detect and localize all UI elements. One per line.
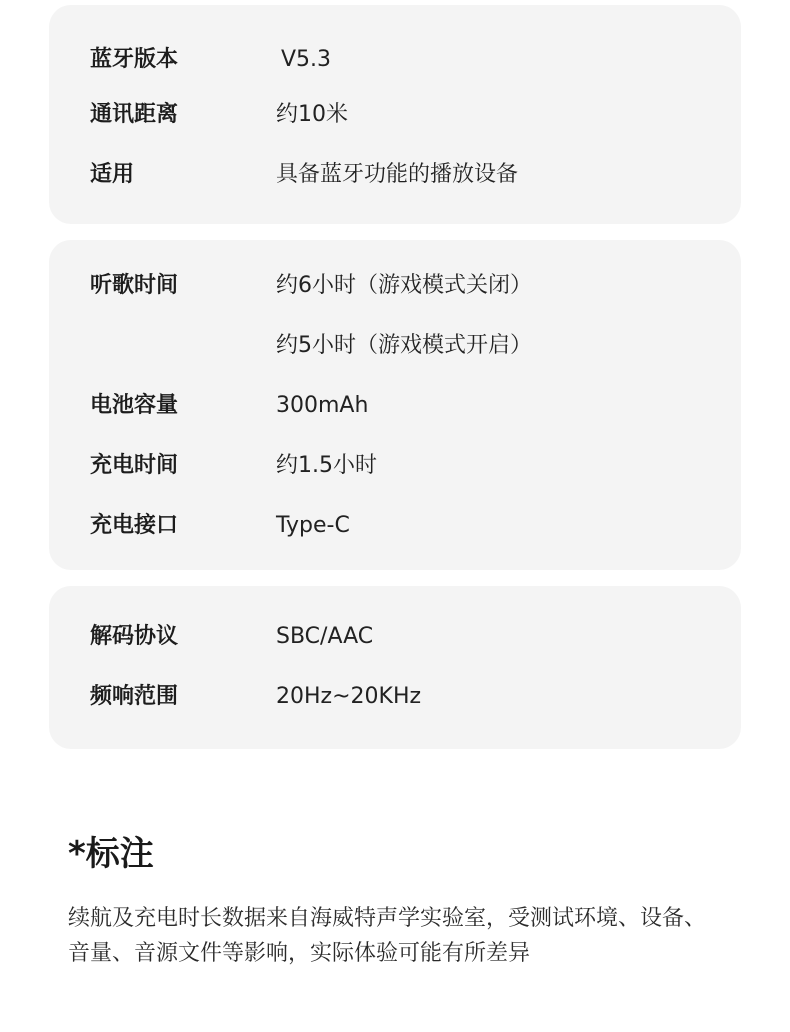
note-text-line: 续航及充电时长数据来自海威特声学实验室，受测试环境、设备、 [68,906,707,931]
spec-label: 蓝牙版本 [90,47,179,72]
spec-label: 通讯距离 [90,102,179,127]
spec-value: 约10米 [276,102,348,127]
spec-row-playtime-game-mode [49,331,741,361]
spec-label: 充电时间 [90,453,179,478]
spec-card-bluetooth [49,5,741,224]
spec-value: 20Hz~20KHz [276,684,422,709]
spec-value: 约6小时（游戏模式关闭） [276,273,532,298]
spec-value: 约5小时（游戏模式开启） [276,333,532,358]
spec-row-compatibility [49,160,741,190]
spec-value: SBC/AAC [276,624,374,649]
spec-label: 电池容量 [90,393,179,418]
spec-label: 适用 [90,162,135,187]
spec-label: 频响范围 [90,684,179,709]
spec-row-charge-port [49,511,741,541]
spec-row-charge-time [49,451,741,481]
spec-row-codec [49,622,741,652]
spec-value: 300mAh [276,393,369,418]
spec-card-audio [49,586,741,749]
spec-value: V5.3 [281,47,332,72]
spec-row-bluetooth-version [49,45,741,75]
spec-label: 充电接口 [90,513,179,538]
spec-row-playtime [49,271,741,301]
spec-value: 约1.5小时 [276,453,377,478]
spec-row-range [49,100,741,130]
spec-value: Type-C [276,513,350,538]
note-text-line: 音量、音源文件等影响，实际体验可能有所差异 [68,941,531,966]
spec-row-frequency-response [49,682,741,712]
spec-row-battery-capacity [49,391,741,421]
spec-value: 具备蓝牙功能的播放设备 [276,162,519,187]
spec-card-battery [49,240,741,570]
spec-label: 解码协议 [90,624,179,649]
note-title: *标注 [68,834,154,874]
spec-label: 听歌时间 [90,273,179,298]
